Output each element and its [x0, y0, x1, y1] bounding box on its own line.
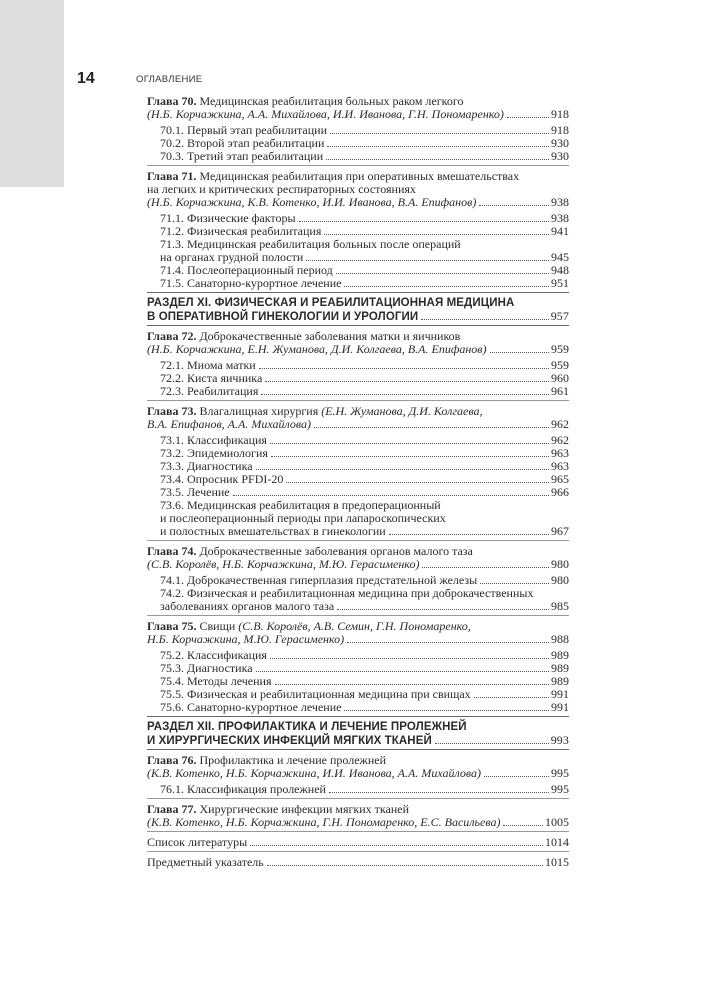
- toc-entry[interactable]: 70.2. Второй этап реабилитации 930: [160, 136, 569, 150]
- toc-entry[interactable]: 71.2. Физическая реабилитация 941: [160, 224, 569, 238]
- side-tab-marker: [0, 0, 64, 187]
- toc-entry[interactable]: 73.3. Диагностика 963: [160, 459, 569, 473]
- divider: [147, 749, 569, 750]
- toc-entry[interactable]: 75.5. Физическая и реабилитационная медицина при свищах 991: [160, 687, 569, 701]
- toc-entry[interactable]: 75.2. Классификация 989: [160, 648, 569, 662]
- toc-entry[interactable]: 73.5. Лечение 966: [160, 485, 569, 499]
- divider: [147, 615, 569, 616]
- divider: [147, 165, 569, 166]
- toc-entry-index[interactable]: Предметный указатель 1015: [147, 855, 569, 869]
- section-title-cont[interactable]: И ХИРУРГИЧЕСКИХ ИНФЕКЦИЙ МЯГКИХ ТКАНЕЙ 993: [147, 733, 569, 747]
- toc-entry[interactable]: 76.1. Классификация пролежней 995: [160, 782, 569, 796]
- chapter-title[interactable]: Глава 74. Доброкачественные заболевания органов малого таза: [147, 544, 473, 558]
- toc-entry[interactable]: 73.2. Эпидемиология 963: [160, 446, 569, 460]
- chapter-authors-line[interactable]: (К.В. Котенко, Н.Б. Корчажкина, И.И. Иванова, А.А. Михайлова) 995: [147, 766, 569, 780]
- toc-entry[interactable]: 71.3. Медицинская реабилитация больных после операций: [160, 237, 461, 251]
- divider: [147, 540, 569, 541]
- running-head: ОГЛАВЛЕНИЕ: [136, 74, 203, 85]
- toc-entry[interactable]: 73.4. Опросник PFDI-20 965: [160, 472, 569, 486]
- chapter-authors-line[interactable]: (Н.Б. Корчажкина, А.А. Михайлова, И.И. Иванова, Г.Н. Пономаренко) 918: [147, 107, 569, 121]
- chapter-title[interactable]: Глава 71. Медицинская реабилитация при оперативных вмешательствах: [147, 169, 520, 183]
- toc-entry[interactable]: и послеоперационный периоды при лапароскопических: [160, 511, 446, 525]
- toc-entry[interactable]: 75.3. Диагностика 989: [160, 661, 569, 675]
- toc-entry[interactable]: 75.6. Санаторно-курортное лечение 991: [160, 700, 569, 714]
- toc-entry[interactable]: 70.3. Третий этап реабилитации 930: [160, 149, 569, 163]
- divider: [147, 798, 569, 799]
- divider: [147, 325, 569, 326]
- toc-entry[interactable]: 73.1. Классификация 962: [160, 433, 569, 447]
- chapter-authors-line[interactable]: (Н.Б. Корчажкина, Е.Н. Жуманова, Д.И. Колгаева, В.А. Епифанов) 959: [147, 342, 569, 356]
- chapter-title[interactable]: Глава 76. Профилактика и лечение пролежней: [147, 753, 386, 767]
- chapter-title-cont[interactable]: на легких и критических респираторных состояниях: [147, 182, 416, 196]
- chapter-title[interactable]: Глава 70. Медицинская реабилитация больных раком легкого: [147, 94, 464, 108]
- toc-entry[interactable]: заболеваниях органов малого таза 985: [160, 599, 569, 613]
- chapter-authors-line[interactable]: (Н.Б. Корчажкина, К.В. Котенко, И.И. Иванова, В.А. Епифанов) 938: [147, 195, 569, 209]
- divider: [147, 716, 569, 717]
- divider: [147, 292, 569, 293]
- divider: [147, 851, 569, 852]
- toc-entry[interactable]: и полостных вмешательствах в гинекологии 967: [160, 524, 569, 538]
- chapter-title[interactable]: Глава 77. Хирургические инфекции мягких тканей: [147, 802, 410, 816]
- table-of-contents: [147, 95, 569, 869]
- chapter-authors-line[interactable]: (К.В. Котенко, Н.Б. Корчажкина, Г.Н. Пономаренко, Е.С. Васильева) 1005: [147, 815, 569, 829]
- toc-entry[interactable]: 75.4. Методы лечения 989: [160, 674, 569, 688]
- toc-entry[interactable]: 72.1. Миома матки 959: [160, 358, 569, 372]
- toc-entry[interactable]: 72.2. Киста яичника 960: [160, 371, 569, 385]
- toc-entry[interactable]: 71.1. Физические факторы 938: [160, 211, 569, 225]
- chapter-title[interactable]: Глава 72. Доброкачественные заболевания матки и яичников: [147, 329, 461, 343]
- toc-entry[interactable]: 71.5. Санаторно-курортное лечение 951: [160, 276, 569, 290]
- chapter-title[interactable]: Глава 73. Влагалищная хирургия (Е.Н. Жуманова, Д.И. Колгаева,: [147, 404, 483, 418]
- toc-entry[interactable]: 70.1. Первый этап реабилитации 918: [160, 123, 569, 137]
- section-title[interactable]: РАЗДЕЛ XI. ФИЗИЧЕСКАЯ И РЕАБИЛИТАЦИОННАЯ МЕДИЦИНА: [147, 297, 515, 309]
- toc-entry-references[interactable]: Список литературы 1014: [147, 835, 569, 849]
- toc-entry[interactable]: 72.3. Реабилитация 961: [160, 384, 569, 398]
- toc-entry[interactable]: на органах грудной полости 945: [160, 250, 569, 264]
- toc-entry[interactable]: 74.1. Доброкачественная гиперплазия предстательной железы 980: [160, 573, 569, 587]
- divider: [147, 831, 569, 832]
- section-title-cont[interactable]: В ОПЕРАТИВНОЙ ГИНЕКОЛОГИИ И УРОЛОГИИ 957: [147, 309, 569, 323]
- toc-entry[interactable]: 74.2. Физическая и реабилитационная медицина при доброкачественных: [160, 586, 534, 600]
- toc-entry[interactable]: 71.4. Послеоперационный период 948: [160, 263, 569, 277]
- toc-entry[interactable]: 73.6. Медицинская реабилитация в предоперационный: [160, 498, 441, 512]
- divider: [147, 400, 569, 401]
- chapter-authors-line[interactable]: Н.Б. Корчажкина, М.Ю. Герасименко) 988: [147, 632, 569, 646]
- section-title[interactable]: РАЗДЕЛ XII. ПРОФИЛАКТИКА И ЛЕЧЕНИЕ ПРОЛЕЖНЕЙ: [147, 721, 467, 733]
- chapter-authors-line[interactable]: В.А. Епифанов, А.А. Михайлова) 962: [147, 417, 569, 431]
- page-number: 14: [77, 70, 95, 87]
- chapter-title[interactable]: Глава 75. Свищи (С.В. Королёв, А.В. Семин, Г.Н. Пономаренко,: [147, 619, 471, 633]
- chapter-authors-line[interactable]: (С.В. Королёв, Н.Б. Корчажкина, М.Ю. Герасименко) 980: [147, 557, 569, 571]
